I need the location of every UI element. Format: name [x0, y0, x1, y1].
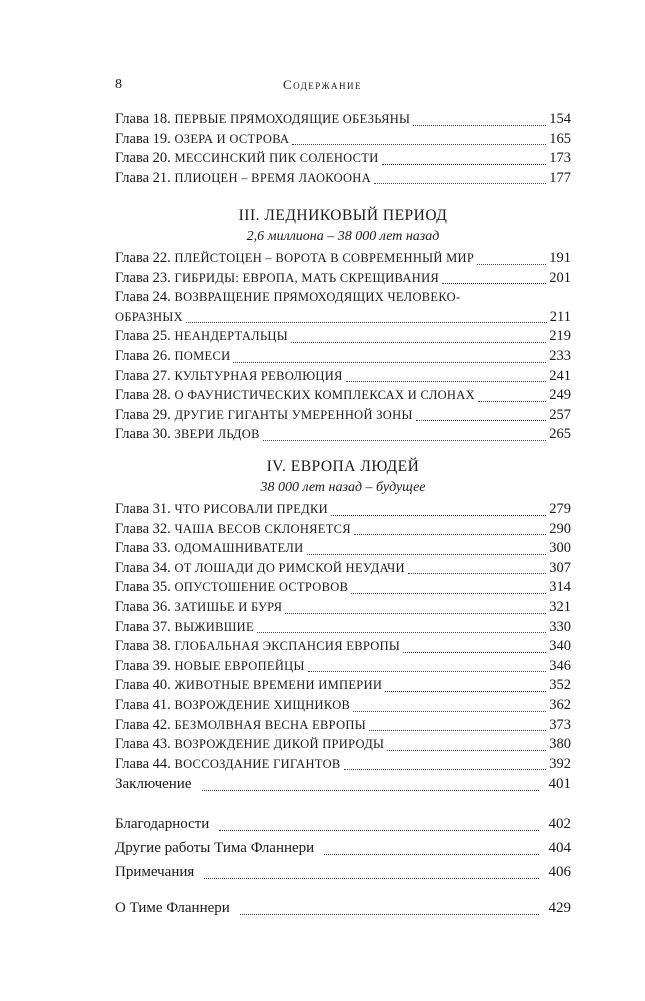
toc-entry-continuation[interactable]: ОБРАЗНЫХ 211 [115, 308, 571, 325]
dot-leader [233, 362, 546, 363]
toc-entry[interactable]: Глава 31. ЧТО РИСОВАЛИ ПРЕДКИ 279 [115, 501, 571, 517]
dot-leader [186, 322, 547, 323]
toc-part4 [115, 455, 571, 775]
dot-leader [416, 420, 547, 421]
dot-leader [292, 144, 546, 145]
toc-page: 154 [549, 111, 571, 127]
toc-page: 191 [549, 250, 571, 266]
dot-leader [403, 652, 546, 653]
dot-leader [240, 914, 539, 915]
dot-leader [285, 613, 546, 614]
toc-entry[interactable]: Глава 38. ГЛОБАЛЬНАЯ ЭКСПАНСИЯ ЕВРОПЫ 340 [115, 638, 571, 655]
toc-page: 362 [549, 696, 571, 713]
dot-leader [369, 730, 546, 731]
toc-entry[interactable]: Глава 27. КУЛЬТУРНАЯ РЕВОЛЮЦИЯ 241 [115, 367, 571, 384]
toc-page: 279 [549, 501, 571, 517]
dot-leader [324, 854, 538, 855]
toc-page: 257 [549, 406, 571, 423]
toc-back-matter [115, 776, 571, 920]
dot-leader [442, 283, 546, 284]
toc-page: 380 [549, 736, 571, 753]
toc-entry[interactable]: Глава 30. ЗВЕРИ ЛЬДОВ 265 [115, 426, 571, 443]
toc-entry[interactable]: Глава 28. О ФАУНИСТИЧЕСКИХ КОМПЛЕКСАХ И СЛОНАХ 249 [115, 387, 571, 404]
part-title: IV. ЕВРОПА ЛЮДЕЙ [266, 458, 420, 475]
toc-entry[interactable]: Глава 24. ВОЗВРАЩЕНИЕ ПРЯМОХОДЯЩИХ ЧЕЛОВЕКО- [115, 289, 461, 306]
toc-page: 249 [549, 387, 571, 404]
toc-entry[interactable]: Глава 32. ЧАША ВЕСОВ СКЛОНЯЕТСЯ 290 [115, 520, 571, 537]
toc-page: 373 [549, 716, 571, 733]
page-number: 8 [115, 77, 122, 92]
toc-page: 406 [548, 864, 571, 880]
part-subtitle: 38 000 лет назад – будущее [260, 480, 426, 495]
toc-page: 314 [549, 579, 571, 596]
toc-entry-acknowledgements[interactable]: Благодарности 402 [115, 816, 571, 832]
dot-leader [257, 632, 546, 633]
toc-page: 402 [548, 816, 571, 832]
toc-entry[interactable]: Глава 42. БЕЗМОЛВНАЯ ВЕСНА ЕВРОПЫ 373 [115, 716, 571, 733]
toc-entry-notes[interactable]: Примечания 406 [115, 864, 571, 880]
toc-entry[interactable]: Глава 21. ПЛИОЦЕН – ВРЕМЯ ЛАОКООНА 177 [115, 169, 571, 186]
dot-leader [346, 381, 547, 382]
toc-part2-tail [115, 111, 571, 189]
toc-entry[interactable]: Глава 37. ВЫЖИВШИЕ 330 [115, 618, 571, 635]
dot-leader [374, 183, 546, 184]
toc-entry-other-works[interactable]: Другие работы Тима Фланнери 404 [115, 840, 571, 856]
toc-entry[interactable]: Глава 44. ВОССОЗДАНИЕ ГИГАНТОВ 392 [115, 755, 571, 772]
toc-entry[interactable]: Глава 20. МЕССИНСКИЙ ПИК СОЛЕНОСТИ 173 [115, 150, 571, 167]
toc-entry[interactable]: Глава 26. ПОМЕСИ 233 [115, 347, 571, 364]
dot-leader [263, 440, 547, 441]
dot-leader [307, 554, 547, 555]
toc-page: 233 [549, 347, 571, 364]
toc-page: 219 [549, 328, 571, 345]
toc-page: 340 [549, 638, 571, 655]
toc-page: 321 [549, 598, 571, 615]
dot-leader [344, 769, 547, 770]
toc-entry[interactable]: Глава 34. ОТ ЛОШАДИ ДО РИМСКОЙ НЕУДАЧИ 307 [115, 559, 571, 576]
toc-page: 352 [549, 677, 571, 694]
dot-leader [354, 534, 546, 535]
dot-leader [202, 790, 539, 791]
dot-leader [382, 164, 547, 165]
toc-page: 429 [548, 900, 571, 916]
toc-entry[interactable]: Глава 25. НЕАНДЕРТАЛЬЦЫ 219 [115, 328, 571, 345]
toc-entry[interactable]: Глава 43. ВОЗРОЖДЕНИЕ ДИКОЙ ПРИРОДЫ 380 [115, 736, 571, 753]
dot-leader [331, 515, 546, 516]
running-head: Содержание [282, 77, 363, 92]
toc-page: 173 [549, 150, 571, 167]
toc-part3 [115, 204, 571, 446]
toc-page: 401 [548, 776, 571, 792]
toc-entry[interactable]: Глава 40. ЖИВОТНЫЕ ВРЕМЕНИ ИМПЕРИИ 352 [115, 677, 571, 694]
toc-entry[interactable]: Глава 35. ОПУСТОШЕНИЕ ОСТРОВОВ 314 [115, 579, 571, 596]
dot-leader [219, 830, 538, 831]
toc-entry[interactable]: Глава 36. ЗАТИШЬЕ И БУРЯ 321 [115, 598, 571, 615]
dot-leader [351, 593, 546, 594]
toc-entry[interactable]: Глава 23. ГИБРИДЫ: ЕВРОПА, МАТЬ СКРЕЩИВАНИЯ 201 [115, 269, 571, 286]
toc-page: 346 [549, 657, 571, 674]
toc-page: 300 [549, 540, 571, 557]
toc-page: 307 [549, 559, 571, 576]
toc-entry[interactable]: Глава 29. ДРУГИЕ ГИГАНТЫ УМЕРЕННОЙ ЗОНЫ 257 [115, 406, 571, 423]
toc-page: 177 [549, 169, 571, 186]
toc-entry[interactable]: Глава 33. ОДОМАШНИВАТЕЛИ 300 [115, 540, 571, 557]
dot-leader [308, 671, 547, 672]
toc-page: 241 [549, 367, 571, 384]
part-subtitle: 2,6 миллиона – 38 000 лет назад [246, 229, 440, 244]
toc-entry[interactable]: Глава 22. ПЛЕЙСТОЦЕН – ВОРОТА В СОВРЕМЕННЫЙ МИР 191 [115, 250, 571, 266]
toc-page: 165 [549, 130, 571, 147]
toc-page: 404 [548, 840, 571, 856]
dot-leader [385, 691, 546, 692]
dot-leader [408, 573, 546, 574]
part-title: III. ЛЕДНИКОВЫЙ ПЕРИОД [238, 207, 448, 224]
dot-leader [478, 401, 546, 402]
dot-leader [387, 750, 546, 751]
toc-entry[interactable]: Глава 19. ОЗЕРА И ОСТРОВА 165 [115, 130, 571, 147]
toc-page: 265 [549, 426, 571, 443]
toc-page: 392 [549, 755, 571, 772]
toc-entry[interactable]: Глава 41. ВОЗРОЖДЕНИЕ ХИЩНИКОВ 362 [115, 696, 571, 713]
toc-entry-about-author[interactable]: О Тиме Фланнери 429 [115, 900, 571, 916]
toc-page: 201 [549, 269, 571, 286]
dot-leader [353, 711, 546, 712]
toc-entry-conclusion[interactable]: Заключение 401 [115, 776, 571, 792]
toc-page: 330 [549, 618, 571, 635]
toc-entry[interactable]: Глава 18. ПЕРВЫЕ ПРЯМОХОДЯЩИЕ ОБЕЗЬЯНЫ 154 [115, 111, 571, 127]
toc-entry[interactable]: Глава 39. НОВЫЕ ЕВРОПЕЙЦЫ 346 [115, 657, 571, 674]
toc-page: 211 [549, 308, 571, 325]
dot-leader [413, 125, 546, 126]
dot-leader [291, 342, 546, 343]
dot-leader [204, 878, 538, 879]
dot-leader [477, 264, 546, 265]
toc-page: 290 [549, 520, 571, 537]
